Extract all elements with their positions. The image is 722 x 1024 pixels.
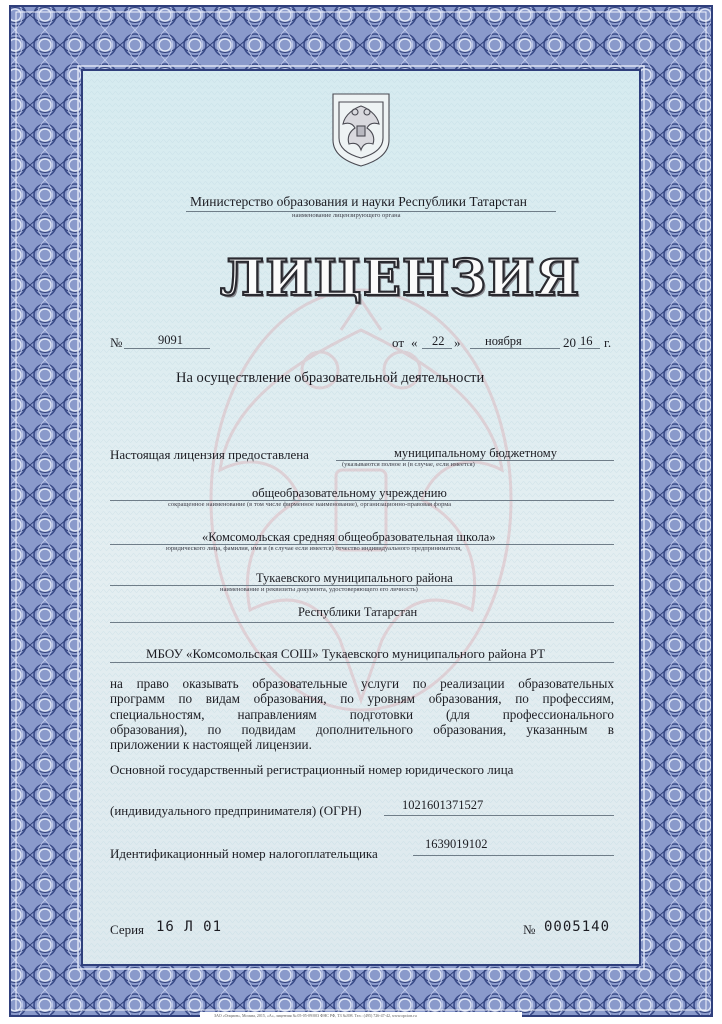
inn-value: 1639019102 (425, 837, 488, 851)
licensee-caption-2: сокращенное наименование (в том числе фирменное наименование), организационно-правовая форма (168, 501, 452, 508)
licensee-caption-4: наименование и реквизиты документа, удостоверяющего его личность) (220, 586, 418, 593)
rights-line-4: образования), по подвидам дополнительного образования, указанным в (110, 721, 614, 737)
rights-line-5: приложении к настоящей лицензии. (110, 737, 312, 753)
ogrn-label-2: (индивидуального предпринимателя) (ОГРН) (110, 803, 362, 818)
licensee-caption-1: (указываются полное и (в случае, если имеется) (342, 461, 475, 468)
inn-label: Идентификационный номер налогоплательщика (110, 846, 378, 861)
year-underline (578, 348, 600, 349)
licensee-caption-3: юридического лица, фамилия, имя и (в случае если имеется) отчество индивидуального предпринимателя, (166, 545, 462, 552)
date-from-label: от (392, 335, 405, 350)
license-day: 22 (432, 334, 445, 348)
coat-of-arms-icon (333, 94, 389, 166)
license-purpose: На осуществление образовательной деятельности (176, 370, 485, 386)
year-label: г. (604, 335, 612, 350)
licensee-intro-label: Настоящая лицензия предоставлена (110, 447, 309, 462)
licensee-line-1: муниципальному бюджетному (394, 446, 557, 460)
licensee-line-4: Тукаевского муниципального района (256, 571, 453, 585)
license-month: ноября (485, 334, 522, 348)
year-prefix: 20 (563, 335, 576, 350)
date-quote-close: » (454, 335, 461, 350)
license-number: 9091 (158, 333, 183, 347)
ogrn-underline (384, 815, 614, 816)
ogrn-value: 1021601371527 (402, 798, 484, 812)
issuer-name: Министерство образования и науки Республики Татарстан (190, 194, 527, 209)
licensee-line-5: Республики Татарстан (298, 605, 418, 619)
rights-paragraph (110, 676, 614, 752)
series-label: Серия (110, 922, 145, 937)
form-number-label: № (523, 922, 536, 937)
form-number-value: 0005140 (544, 919, 611, 935)
date-quote-open: « (411, 335, 418, 350)
rights-line-2: программ по видам образования, по уровням образования, по профессиям, (110, 691, 614, 707)
issuer-caption: наименование лицензирующего органа (292, 212, 401, 219)
rights-line-3: специальностям, направлениям подготовки (для профессионального (110, 706, 614, 722)
year-suffix: 16 (580, 334, 593, 348)
licensee-short-name: МБОУ «Комсомольская СОШ» Тукаевского муниципального района РТ (146, 646, 546, 661)
licensee-line-3: «Комсомольская средняя общеобразовательная школа» (202, 530, 496, 544)
licensee-line-2: общеобразовательному учреждению (252, 486, 447, 500)
day-underline (422, 348, 452, 349)
inn-underline (413, 855, 614, 856)
rights-line-1: на право оказывать образовательные услуги по реализации образовательных (110, 676, 614, 691)
month-underline (470, 348, 560, 349)
document-title: ЛИЦЕНЗИЯ (220, 248, 581, 307)
series-value: 16 Л 01 (156, 919, 223, 935)
printer-footer: ЗАО «Опцион», Москва, 2015, «А», лицензия № 05-05-09/003 ФНС РФ, ТЗ №398. Тел.: (495) 726-47-42, www.opcion.ru (214, 1013, 417, 1018)
license-number-label: № (110, 335, 123, 350)
licensee-underline-5 (110, 622, 614, 623)
licensee-underline-6 (110, 662, 614, 663)
ogrn-label-1: Основной государственный регистрационный номер юридического лица (110, 762, 514, 777)
license-number-underline (124, 348, 210, 349)
